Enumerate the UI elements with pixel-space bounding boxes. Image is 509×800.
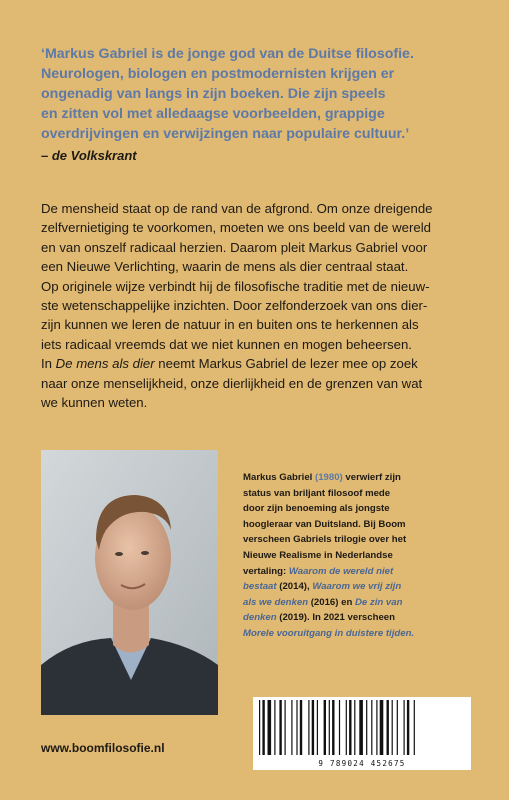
book-title: bestaat xyxy=(243,581,277,593)
isbn-number: 9 789024 452675 xyxy=(318,759,406,768)
blurb-book-title: De mens als dier xyxy=(55,356,155,372)
author-photo xyxy=(41,450,218,715)
bio-line xyxy=(243,470,483,486)
book-title: De zin van xyxy=(355,596,403,608)
author-name: Markus Gabriel xyxy=(243,472,313,483)
quote-line: en zitten vol met alledaagse voorbeelden, grappige xyxy=(41,106,385,122)
blurb-line-rest: neemt Markus Gabriel de lezer mee op zoek xyxy=(154,356,418,372)
barcode-bar xyxy=(308,700,309,755)
blurb-line: ste wetenschappelijke inzichten. Door zelfonderzoek van ons dier- xyxy=(41,298,428,314)
blurb-line: een Nieuwe Verlichting, waarin de mens als dier centraal staat. xyxy=(41,259,409,275)
barcode-bar xyxy=(262,700,264,755)
barcode-bar xyxy=(312,700,314,755)
blurb-line: iets radicaal vreemds dat we niet kunnen en mogen beheersen. xyxy=(41,336,412,352)
publisher-url[interactable]: www.boomfilosofie.nl xyxy=(41,741,165,755)
quote-source-name: de Volkskrant xyxy=(51,148,137,163)
barcode-bar xyxy=(387,700,389,755)
blurb-line: zelfvernietiging te voorkomen, moeten we ons beeld van de wereld xyxy=(41,220,431,236)
blurb-line: naar onze menselijkheid, onze dierlijkheid en de grenzen van wat xyxy=(41,375,423,391)
bio-text: (2019). In 2021 verscheen xyxy=(276,612,395,624)
barcode-bar xyxy=(279,700,281,755)
barcode-bar xyxy=(414,700,415,755)
bio-line: Nieuwe Realisme in Nederlandse xyxy=(243,549,393,561)
isbn-barcode xyxy=(253,697,471,770)
barcode-bar xyxy=(380,700,384,755)
barcode-bar xyxy=(354,700,355,755)
barcode-bar xyxy=(346,700,347,755)
bio-line xyxy=(243,595,483,611)
author-bio xyxy=(243,470,483,642)
book-title: als we denken xyxy=(243,596,309,608)
blurb-line: De mensheid staat op de rand van de afgrond. Om onze dreigende xyxy=(41,201,433,216)
barcode-bars xyxy=(259,700,465,755)
barcode-bar xyxy=(324,700,326,755)
barcode-bar xyxy=(296,700,297,755)
barcode-bar xyxy=(291,700,292,755)
quote-line: overdrijvingen en verwijzingen naar populaire cultuur.’ xyxy=(41,126,410,142)
bio-line: verscheen Gabriels trilogie over het xyxy=(243,534,407,546)
barcode-bar xyxy=(404,700,405,755)
barcode-bar xyxy=(300,700,302,755)
barcode-bar xyxy=(407,700,409,755)
blurb-in: In xyxy=(41,356,56,372)
barcode-bar xyxy=(359,700,363,755)
book-title: Morele vooruitgang in duistere tijden. xyxy=(243,627,415,639)
quote-line: ‘Markus Gabriel is de jonge god van de Duitse filosofie. xyxy=(41,46,414,62)
barcode-bar xyxy=(392,700,393,755)
barcode-bar xyxy=(332,700,334,755)
barcode-bar xyxy=(268,700,272,755)
book-title: Waarom we vrij zijn xyxy=(312,581,402,593)
blurb-line xyxy=(41,354,481,373)
book-blurb xyxy=(41,199,481,412)
bio-text: verwierf zijn xyxy=(342,472,401,483)
barcode-bar xyxy=(366,700,367,755)
barcode-bar xyxy=(317,700,318,755)
barcode-bar xyxy=(339,700,340,755)
barcode-bar xyxy=(376,700,377,755)
bio-line xyxy=(243,626,483,642)
barcode-bar xyxy=(397,700,398,755)
barcode-bar xyxy=(259,700,260,755)
blurb-line: en van onszelf radicaal herzien. Daarom pleit Markus Gabriel voor xyxy=(41,239,428,255)
bio-line xyxy=(243,610,483,626)
book-title: denken xyxy=(243,612,277,624)
barcode-bar xyxy=(274,700,275,755)
blurb-line: Op originele wijze verbindt hij de filosofische traditie met de nieuw- xyxy=(41,278,430,294)
barcode-bar xyxy=(349,700,351,755)
barcode-bar xyxy=(285,700,286,755)
bio-text: (2016) en xyxy=(308,596,355,608)
barcode-bar xyxy=(329,700,330,755)
bio-line xyxy=(243,564,483,580)
bio-line: hoogleraar van Duitsland. Bij Boom xyxy=(243,518,406,530)
review-quote xyxy=(41,44,481,144)
quote-line: Neurologen, biologen en postmodernisten krijgen er xyxy=(41,66,395,82)
bio-text: (2014), xyxy=(276,581,313,593)
barcode-bar xyxy=(371,700,372,755)
bio-line: door zijn benoeming als jongste xyxy=(243,503,390,515)
bio-line: status van briljant filosoof mede xyxy=(243,487,391,499)
author-birth-year: (1980) xyxy=(315,472,343,483)
quote-source-dash: – xyxy=(41,148,52,163)
blurb-line: we kunnen weten. xyxy=(41,395,148,411)
bio-line xyxy=(243,579,483,595)
bio-text: vertaling: xyxy=(243,565,289,577)
book-title: Waarom de wereld niet xyxy=(288,565,394,577)
quote-line: ongenadig van langs in zijn boeken. Die zijn speels xyxy=(41,86,386,102)
quote-source xyxy=(41,148,137,163)
blurb-line: zijn kunnen we leren de natuur in en buiten ons te herkennen als xyxy=(41,317,419,333)
